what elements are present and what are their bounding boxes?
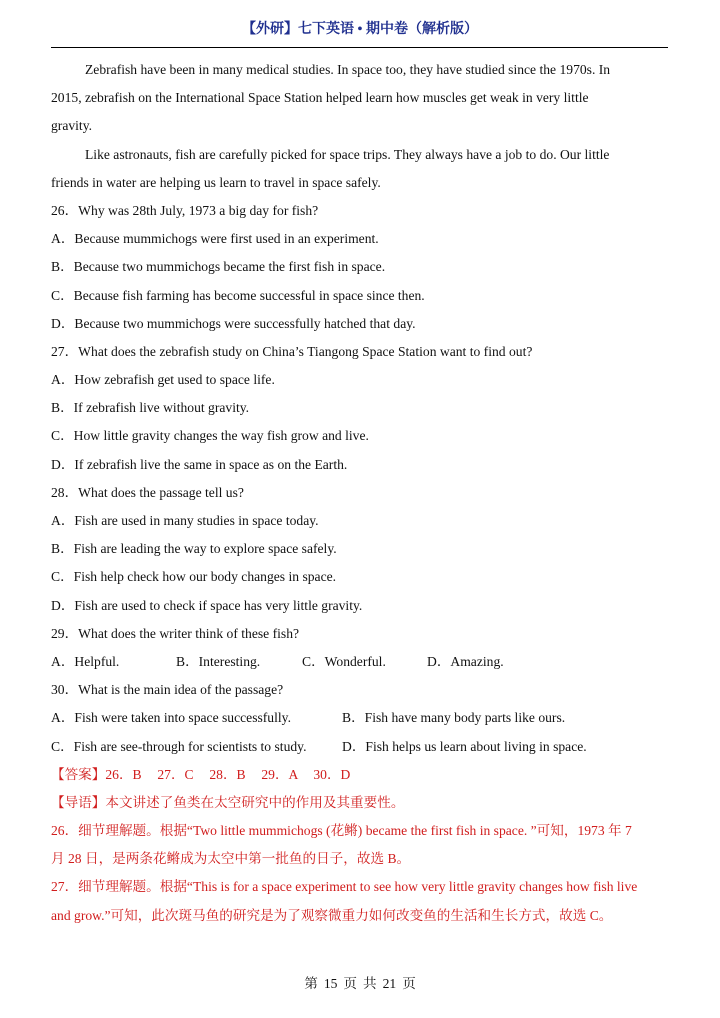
explanation-line: 26．细节理解题。根据“Two little mummichogs (花鳉) became the first fish in space. ”可知，1973 年 7 [51, 823, 632, 839]
option-29c: C．Wonderful. [302, 653, 386, 669]
option-27c: C．How little gravity changes the way fish grow and live. [51, 428, 369, 444]
answer-label: 【答案】 [51, 766, 106, 782]
options-30-row1 [51, 704, 668, 732]
footer-text: 页 [343, 976, 357, 991]
option-29d: D．Amazing. [427, 653, 504, 669]
answer-key [51, 761, 668, 789]
explanation-line: and grow.”可知，此次斑马鱼的研究是为了观察微重力如何改变鱼的生活和生长方式，故选 C。 [51, 907, 613, 923]
option-27b: B．If zebrafish live without gravity. [51, 400, 250, 416]
passage-line: Zebrafish have been in many medical studies. In space too, they have studied since the 1970s. In [85, 62, 611, 77]
option-30d: D．Fish helps us learn about living in space. [342, 738, 587, 754]
document-body [51, 56, 668, 930]
answer-item: 27．C [157, 766, 194, 782]
answer-item: 30．D [313, 766, 351, 782]
options-30-row2 [51, 733, 668, 761]
option-28d: D．Fish are used to check if space has very little gravity. [51, 597, 363, 613]
question-27: 27．What does the zebrafish study on China’s Tiangong Space Station want to find out? [51, 343, 533, 359]
option-27a: A．How zebrafish get used to space life. [51, 372, 275, 388]
option-28a: A．Fish are used in many studies in space today. [51, 513, 319, 528]
explanation-line: 月 28 日，是两条花鳉成为太空中第一批鱼的日子，故选 B。 [51, 851, 411, 867]
option-29a: A．Helpful. [51, 653, 120, 669]
option-28b: B．Fish are leading the way to explore space safely. [51, 541, 337, 557]
option-30b: B．Fish have many body parts like ours. [342, 710, 566, 726]
footer-text: 共 [363, 976, 377, 991]
option-30c: C．Fish are see-through for scientists to study. [51, 738, 307, 754]
option-26a: A．Because mummichogs were first used in an experiment. [51, 231, 379, 247]
options-29 [51, 648, 668, 676]
page-footer [0, 972, 720, 992]
option-26d: D．Because two mummichogs were successfully hatched that day. [51, 315, 416, 331]
option-27d: D．If zebrafish live the same in space as on the Earth. [51, 456, 348, 472]
question-30: 30．What is the main idea of the passage? [51, 682, 284, 698]
footer-text: 页 [402, 976, 416, 991]
option-30a: A．Fish were taken into space successfully. [51, 710, 291, 726]
header-divider [51, 47, 668, 48]
passage-line: friends in water are helping us learn to travel in space safely. [51, 174, 381, 190]
page-header: 【外研】七下英语 • 期中卷（解析版） [242, 22, 478, 37]
answer-item: 29．A [261, 766, 299, 782]
passage-line: gravity. [51, 118, 93, 134]
option-26b: B．Because two mummichogs became the first fish in space. [51, 259, 386, 275]
question-28: 28．What does the passage tell us? [51, 484, 244, 500]
passage-line: 2015, zebrafish on the International Space Station helped learn how muscles get weak in very little [51, 90, 589, 106]
option-28c: C．Fish help check how our body changes in space. [51, 569, 337, 585]
total-pages: 21 [382, 976, 397, 991]
answer-item: 26．B [105, 766, 142, 782]
question-26: 26．Why was 28th July, 1973 a big day for fish? [51, 202, 319, 218]
explanation-line: 27．细节理解题。根据“This is for a space experiment to see how very little gravity changes how fish live [51, 879, 638, 895]
question-29: 29．What does the writer think of these fish? [51, 625, 300, 641]
answer-item: 28．B [209, 766, 246, 782]
guide-text: 【导语】本文讲述了鱼类在太空研究中的作用及其重要性。 [51, 794, 405, 810]
passage-line: Like astronauts, fish are carefully picked for space trips. They always have a job to do. Our little [85, 146, 610, 162]
footer-text: 第 [304, 976, 318, 991]
option-29b: B．Interesting. [176, 653, 261, 669]
option-26c: C．Because fish farming has become successful in space since then. [51, 287, 425, 303]
page-number: 15 [323, 976, 338, 991]
